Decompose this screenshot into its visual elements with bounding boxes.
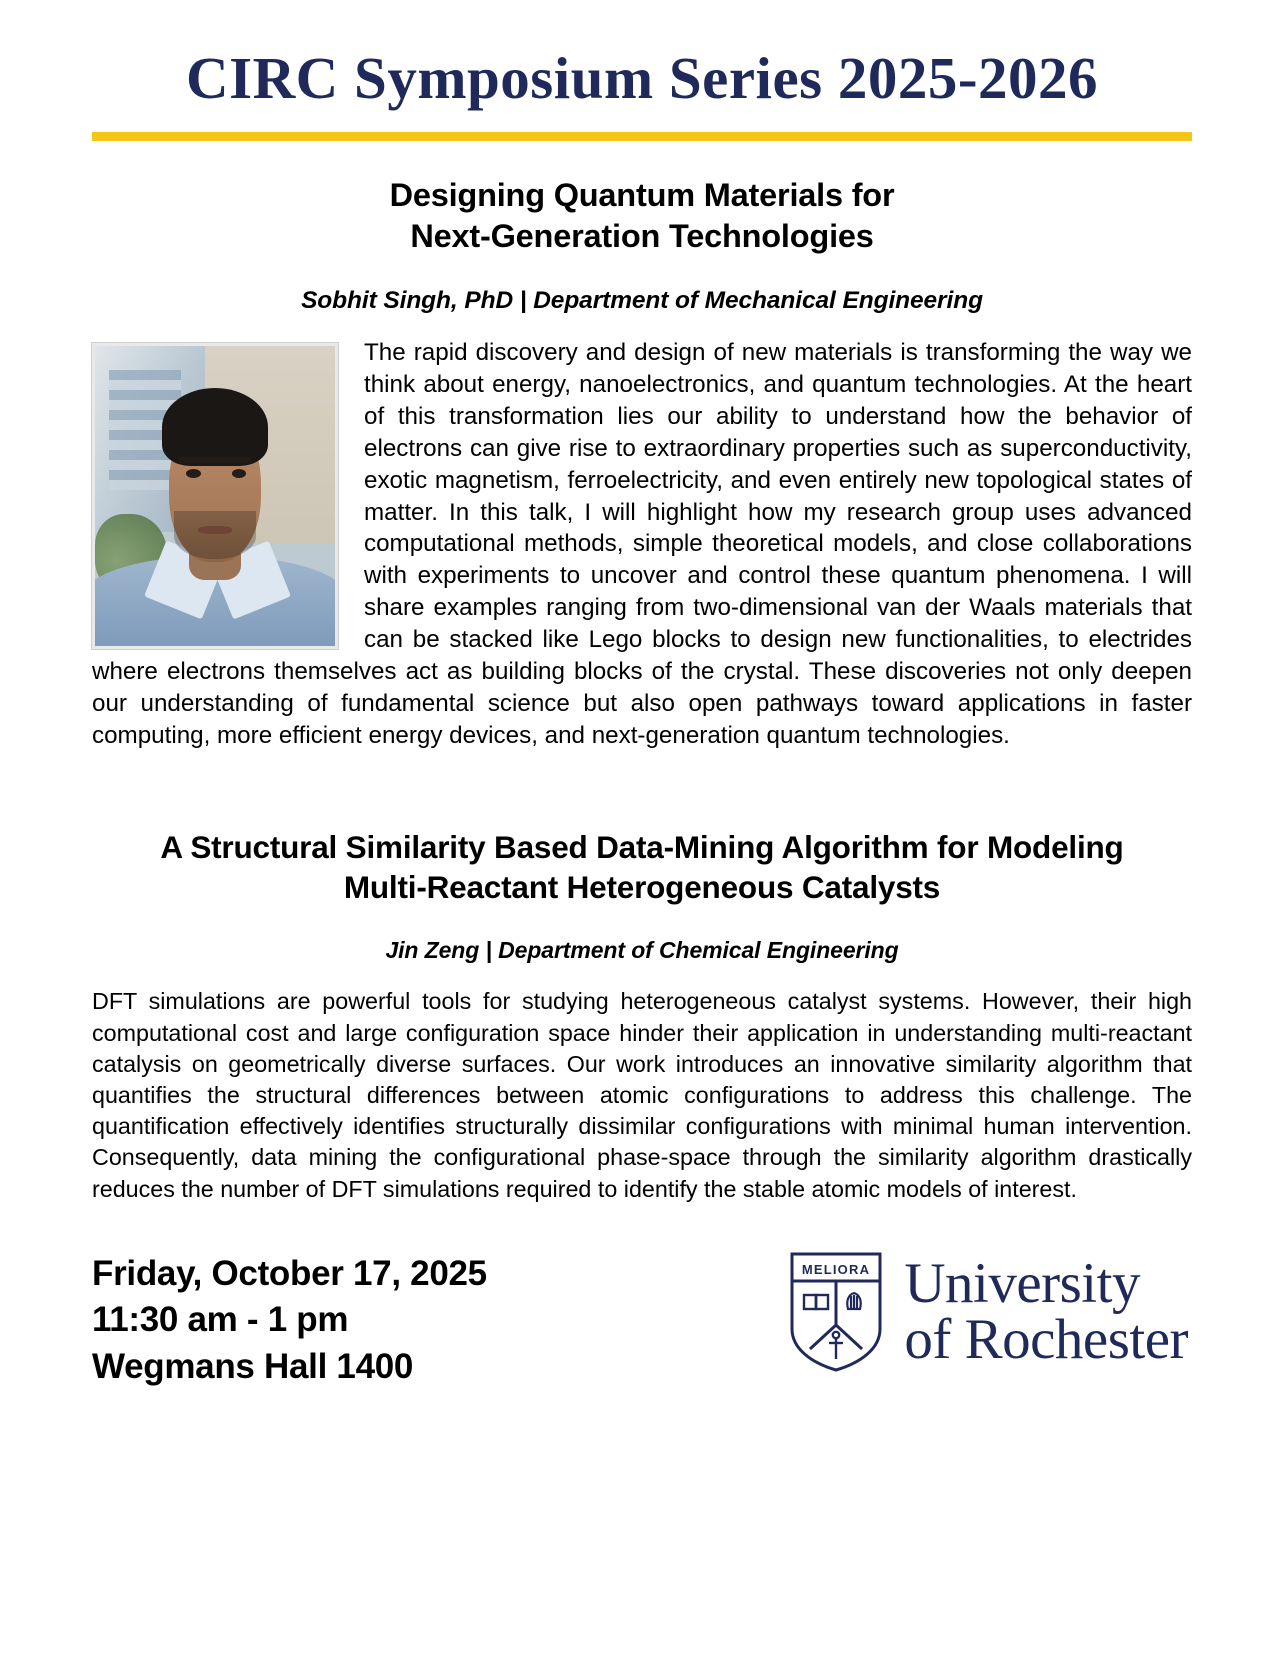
talk-2-abstract-block — [92, 986, 1192, 1204]
event-location: Wegmans Hall 1400 — [92, 1346, 414, 1386]
photo-eye-left — [186, 469, 200, 478]
talk-2-title-line-1: A Structural Similarity Based Data-Mining Algorithm for Modeling — [160, 829, 1124, 865]
talk-1-abstract-text: The rapid discovery and design of new materials is transforming the way we think about energy, nanoelectronics, and quantum technologies. At the heart of this transformation lies our ability to understand how the behavior of electrons can give rise to extraordinary properties such as superconductivity, exotic magnetism, ferroelectricity, and even entirely new topological states of matter. In this talk, I will highlight how my research group uses advanced computational methods, simple theoretical models, and close collaborations with experiments to uncover and control these quantum phenomena. I will share examples ranging from two-dimensional van der Waals materials that can be stacked like Lego blocks to design new functionalities, to electrides where electrons themselves act as building blocks of the crystal. These discoveries not only deepen our understanding of fundamental science but also open pathways toward applications in faster computing, more efficient energy devices, and next-generation quantum technologies. — [92, 338, 1192, 750]
footer — [92, 1245, 1192, 1391]
lyre-icon — [848, 1293, 862, 1309]
talk-1-abstract-block — [92, 337, 1192, 752]
university-name-line-2: of Rochester — [904, 1307, 1188, 1371]
photo-eye-right — [232, 469, 246, 478]
talk-2-title — [92, 828, 1192, 907]
talk-section-2 — [92, 828, 1192, 1205]
photo-hair — [162, 388, 268, 466]
talk-1-title-line-2: Next-Generation Technologies — [410, 217, 874, 254]
talk-1-title — [92, 175, 1192, 257]
gold-divider — [92, 132, 1192, 141]
photo-beard — [174, 511, 256, 559]
talk-2-byline: Jin Zeng | Department of Chemical Engineering — [385, 937, 899, 964]
talk-2-abstract-text: DFT simulations are powerful tools for studying heterogeneous catalyst systems. However, their high computational cost and large configuration space hinder their application in understanding multi-reactant catalysis on geometrically diverse surfaces. Our work introduces an innovative similarity algorithm that quantifies the structural differences between atomic configurations to address this challenge. The quantification effectively identifies structurally dissimilar configurations with minimal human intervention. Consequently, data mining the configurational phase-space through the similarity algorithm drastically reduces the number of DFT simulations required to identify the stable atomic models of interest. — [92, 988, 1192, 1202]
page-title: CIRC Symposium Series 2025-2026 — [186, 45, 1098, 111]
talk-2-title-line-2: Multi-Reactant Heterogeneous Catalysts — [343, 868, 941, 905]
event-date: Friday, October 17, 2025 — [92, 1253, 487, 1293]
talk-1-byline: Sobhit Singh, PhD | Department of Mechanical Engineering — [301, 286, 983, 314]
caduceus-icon — [829, 1332, 843, 1359]
event-time: 11:30 am - 1 pm — [92, 1300, 349, 1340]
speaker-headshot-photo — [92, 343, 338, 649]
open-book-icon — [804, 1295, 828, 1309]
university-wordmark — [904, 1251, 1188, 1371]
university-name-line-1: University — [904, 1251, 1140, 1315]
photo-mouth — [198, 526, 232, 534]
talk-section-1 — [92, 175, 1192, 752]
event-details — [92, 1245, 487, 1391]
shield-motto-text: MELIORA — [802, 1261, 871, 1277]
shield-icon — [788, 1251, 884, 1373]
talk-1-title-line-1: Designing Quantum Materials for — [389, 176, 895, 213]
university-logo — [788, 1251, 1192, 1373]
photo-eyebrows — [179, 457, 251, 464]
